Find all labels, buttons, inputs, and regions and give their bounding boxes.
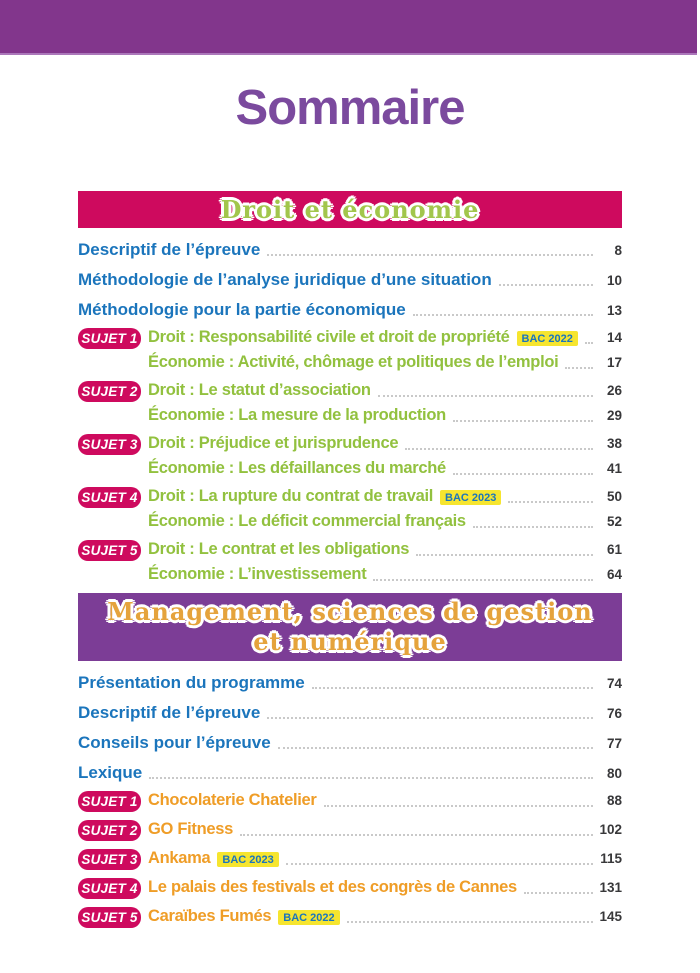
sujet-group — [78, 540, 622, 585]
table-of-contents — [78, 191, 622, 928]
sujet-lines — [148, 328, 622, 373]
sujet-badge: SUJET 2 — [78, 820, 141, 841]
dotted-leader — [499, 284, 593, 286]
page-number: 61 — [606, 542, 622, 557]
sujet-badge: SUJET 1 — [78, 791, 141, 812]
page-number: 38 — [606, 436, 622, 451]
toc-entry-label: Présentation du programme — [78, 673, 305, 692]
sujet-badge: SUJET 3 — [78, 849, 141, 870]
dotted-leader — [453, 420, 593, 422]
bac-year-tag: BAC 2022 — [517, 331, 578, 346]
toc-entry-label: Droit : Le statut d’association — [148, 381, 371, 399]
sujet-badge: SUJET 5 — [78, 540, 141, 561]
bac-year-tag: BAC 2022 — [278, 910, 339, 925]
toc-entry-label: Droit : Le contrat et les obligations — [148, 540, 410, 558]
dotted-leader — [373, 579, 593, 581]
toc-entry-label: Lexique — [78, 763, 143, 782]
sujet-lines — [148, 381, 622, 426]
toc-entry-label: Le palais des festivals et des congrès de Cannes — [148, 878, 517, 896]
toc-entry-label: Économie : Les défaillances du marché — [148, 459, 446, 477]
toc-entry-label: Économie : Activité, chômage et politiques de l’emploi — [148, 353, 559, 371]
page-number: 26 — [606, 383, 622, 398]
page-number: 50 — [606, 489, 622, 504]
section-banner-management — [78, 593, 622, 661]
toc-entry-label: Ankama — [148, 849, 211, 867]
toc-entry-label: Conseils pour l’épreuve — [78, 733, 271, 752]
page-number: 145 — [599, 909, 622, 924]
section-banner-title-line2: et numérique — [253, 627, 447, 656]
toc-entry-label: Économie : Le déficit commercial français — [148, 512, 466, 530]
sujet-lines — [148, 849, 622, 869]
dotted-leader — [508, 501, 593, 503]
dotted-leader — [405, 448, 593, 450]
toc-entry-label: Droit : Préjudice et jurisprudence — [148, 434, 399, 452]
top-purple-band — [0, 0, 697, 55]
sujet-group — [78, 791, 622, 812]
toc-entry-label: Méthodologie de l’analyse juridique d’une situation — [78, 270, 492, 289]
toc-entry — [148, 565, 622, 585]
toc-entry — [78, 300, 622, 320]
sujet-badge: SUJET 1 — [78, 328, 141, 349]
page-number: 52 — [606, 514, 622, 529]
dotted-leader — [347, 921, 593, 923]
sujet-group — [78, 487, 622, 532]
sujet-badge: SUJET 4 — [78, 487, 141, 508]
dotted-leader — [267, 717, 593, 719]
dotted-leader — [524, 892, 593, 894]
sujet-group — [78, 328, 622, 373]
sujet-group — [78, 820, 622, 841]
sujet-badge: SUJET 2 — [78, 381, 141, 402]
sujet-lines — [148, 791, 622, 811]
toc-entry-label: Économie : La mesure de la production — [148, 406, 446, 424]
toc-entry — [148, 849, 622, 869]
page-number: 29 — [606, 408, 622, 423]
toc-entry — [78, 270, 622, 290]
dotted-leader — [312, 687, 593, 689]
toc-entry-label: Caraïbes Fumés — [148, 907, 272, 925]
page-number: 14 — [606, 330, 622, 345]
toc-entry — [148, 820, 622, 840]
dotted-leader — [278, 747, 593, 749]
page-number: 88 — [606, 793, 622, 808]
dotted-leader — [240, 834, 593, 836]
toc-entry-label: Chocolaterie Chatelier — [148, 791, 317, 809]
toc-entry — [148, 540, 622, 560]
toc-entry — [78, 673, 622, 693]
dotted-leader — [324, 805, 593, 807]
page-number: 17 — [606, 355, 622, 370]
toc-entry — [148, 512, 622, 532]
dotted-leader — [286, 863, 593, 865]
sujet-badge: SUJET 3 — [78, 434, 141, 455]
page-number: 64 — [606, 567, 622, 582]
dotted-leader — [416, 554, 593, 556]
sujet-group — [78, 849, 622, 870]
sujet-lines — [148, 820, 622, 840]
toc-entry-label: Descriptif de l’épreuve — [78, 240, 261, 259]
dotted-leader — [267, 254, 593, 256]
page-number: 80 — [606, 766, 622, 781]
sujet-group — [78, 381, 622, 426]
section-banner-title: Droit et économie — [220, 194, 480, 224]
toc-entry — [78, 733, 622, 753]
toc-entry-label: Droit : La rupture du contrat de travail — [148, 487, 434, 505]
toc-entry — [148, 487, 622, 507]
page-title: Sommaire — [235, 81, 465, 135]
sujet-lines — [148, 907, 622, 927]
toc-entry-label: Descriptif de l’épreuve — [78, 703, 261, 722]
toc-entry — [148, 406, 622, 426]
dotted-leader — [565, 367, 593, 369]
bac-year-tag: BAC 2023 — [217, 852, 278, 867]
toc-entry — [148, 328, 622, 348]
sujet-group — [78, 878, 622, 899]
dotted-leader — [149, 777, 593, 779]
page-number: 77 — [606, 736, 622, 751]
page-number: 74 — [606, 676, 622, 691]
page-number: 131 — [599, 880, 622, 895]
toc-entry-label: Économie : L’investissement — [148, 565, 367, 583]
page-number: 10 — [606, 273, 622, 288]
toc-entry — [148, 791, 622, 811]
sujet-lines — [148, 540, 622, 585]
sujet-group — [78, 434, 622, 479]
toc-entry — [148, 353, 622, 373]
page-number: 115 — [600, 851, 622, 866]
toc-entry — [78, 703, 622, 723]
bac-year-tag: BAC 2023 — [440, 490, 501, 505]
sujet-badge: SUJET 4 — [78, 878, 141, 899]
page-number: 76 — [606, 706, 622, 721]
toc-entry — [148, 459, 622, 479]
toc-entry — [148, 907, 622, 927]
sujet-lines — [148, 878, 622, 898]
dotted-leader — [585, 342, 593, 344]
section-banner-title-line1: Management, sciences de gestion — [107, 597, 593, 626]
page-number: 8 — [614, 243, 622, 258]
toc-entry-label: Droit : Responsabilité civile et droit de propriété — [148, 328, 510, 346]
sujet-lines — [148, 434, 622, 479]
dotted-leader — [378, 395, 593, 397]
sujet-badge: SUJET 5 — [78, 907, 141, 928]
sujet-lines — [148, 487, 622, 532]
page-number: 13 — [606, 303, 622, 318]
toc-entry — [148, 434, 622, 454]
toc-entry-label: GO Fitness — [148, 820, 234, 838]
dotted-leader — [473, 526, 593, 528]
sujet-group — [78, 907, 622, 928]
toc-entry — [78, 763, 622, 783]
page-number: 41 — [606, 461, 622, 476]
page-number: 102 — [599, 822, 622, 837]
toc-entry — [148, 878, 622, 898]
toc-entry-label: Méthodologie pour la partie économique — [78, 300, 406, 319]
toc-entry — [148, 381, 622, 401]
dotted-leader — [413, 314, 593, 316]
toc-entry — [78, 240, 622, 260]
section-banner-droit-economie — [78, 191, 622, 228]
dotted-leader — [453, 473, 593, 475]
